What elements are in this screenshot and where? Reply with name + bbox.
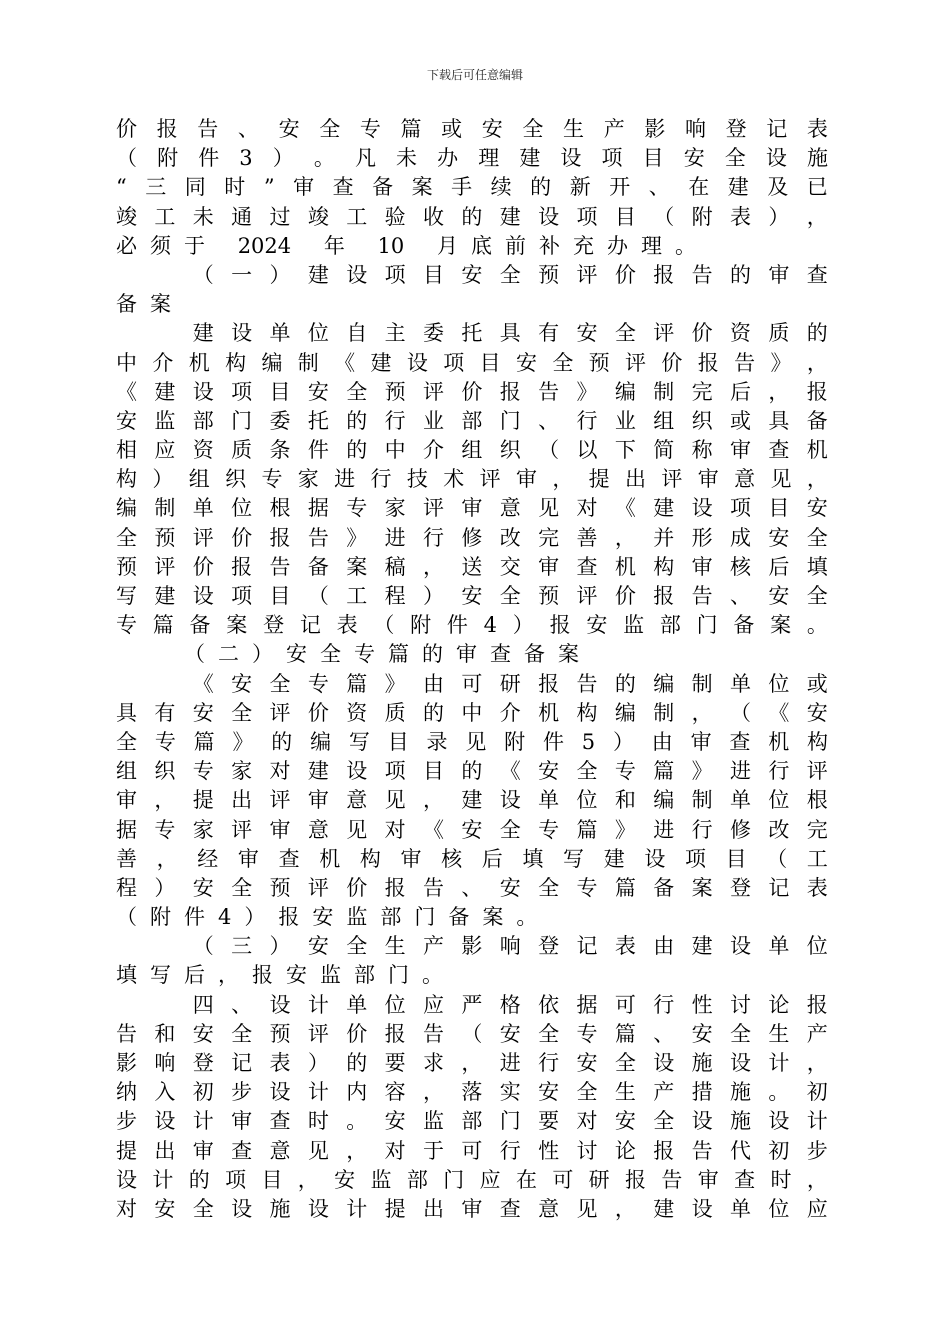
text-line: 写 建 设 项 目 （ 工 程 ） 安 全 预 评 价 报 告 、 安 全 bbox=[116, 584, 828, 608]
document-body bbox=[116, 115, 828, 1224]
text-line: 构 ） 组 织 专 家 进 行 技 术 评 审 ， 提 出 评 审 意 见 ， bbox=[116, 467, 828, 492]
text-line: （ 附 件 3 ） 。 凡 未 办 理 建 设 项 目 安 全 设 施 bbox=[116, 146, 828, 171]
text-line: 《 安 全 专 篇 》 由 可 研 报 告 的 编 制 单 位 或 bbox=[192, 671, 828, 696]
text-line: 步 设 计 审 查 时 。 安 监 部 门 要 对 安 全 设 施 设 计 bbox=[116, 1109, 828, 1134]
text-line: （ 一 ） 建 设 项 目 安 全 预 评 价 报 告 的 审 查 bbox=[192, 262, 828, 287]
text-line: 全 预 评 价 报 告 》 进 行 修 改 完 善 ， 并 形 成 安 全 bbox=[116, 525, 828, 550]
text-line: 全 专 篇 》 的 编 写 目 录 见 附 件 5 ） 由 审 查 机 构 bbox=[116, 729, 828, 754]
text-line: 竣 工 未 通 过 竣 工 验 收 的 建 设 项 目 （ 附 表 ） ， bbox=[116, 204, 828, 229]
text-line: 影 响 登 记 表 ） 的 要 求 ， 进 行 安 全 设 施 设 计 ， bbox=[116, 1051, 828, 1075]
text-line: （ 附 件 4 ） 报 安 监 部 门 备 案 。 bbox=[116, 905, 538, 930]
text-line: 价 报 告 、 安 全 专 篇 或 安 全 生 产 影 响 登 记 表 bbox=[116, 117, 828, 141]
text-line: 程 ） 安 全 预 评 价 报 告 、 安 全 专 篇 备 案 登 记 表 bbox=[116, 875, 828, 900]
text-line: 备 案 bbox=[116, 292, 171, 317]
text-line: 善 ， 经 审 查 机 构 审 核 后 填 写 建 设 项 目 （ 工 bbox=[116, 846, 828, 871]
text-line: 纳 入 初 步 设 计 内 容 ， 落 实 安 全 生 产 措 施 。 初 bbox=[116, 1080, 828, 1105]
text-line: 必 须 于 2024 年 10 月 底 前 补 充 办 理 。 bbox=[116, 233, 696, 258]
text-line: 据 专 家 评 审 意 见 对 《 安 全 专 篇 》 进 行 修 改 完 bbox=[116, 817, 828, 842]
text-line: 安 监 部 门 委 托 的 行 业 部 门 、 行 业 组 织 或 具 备 bbox=[116, 408, 828, 433]
text-line: 专 篇 备 案 登 记 表 （ 附 件 4 ） 报 安 监 部 门 备 案 。 bbox=[116, 613, 828, 638]
text-line: 中 介 机 构 编 制 《 建 设 项 目 安 全 预 评 价 报 告 》 ， bbox=[116, 350, 828, 375]
text-line: 相 应 资 质 条 件 的 中 介 组 织 （ 以 下 简 称 审 查 机 bbox=[116, 438, 828, 463]
text-line: 审 ， 提 出 评 审 意 见 ， 建 设 单 位 和 编 制 单 位 根 bbox=[116, 788, 828, 813]
text-line: 编 制 单 位 根 据 专 家 评 审 意 见 对 《 建 设 项 目 安 bbox=[116, 496, 828, 521]
text-line: 具 有 安 全 评 价 资 质 的 中 介 机 构 编 制 ， （ 《 安 bbox=[116, 700, 828, 725]
text-line: 四 、 设 计 单 位 应 严 格 依 据 可 行 性 讨 论 报 bbox=[192, 992, 828, 1017]
text-line: （ 三 ） 安 全 生 产 影 响 登 记 表 由 建 设 单 位 bbox=[192, 934, 828, 959]
text-line: 填 写 后 ， 报 安 监 部 门 。 bbox=[116, 963, 443, 988]
text-line: 组 织 专 家 对 建 设 项 目 的 《 安 全 专 篇 》 进 行 评 bbox=[116, 759, 828, 784]
text-line: 提 出 审 查 意 见 ， 对 于 可 行 性 讨 论 报 告 代 初 步 bbox=[116, 1138, 828, 1163]
text-line: 建 设 单 位 自 主 委 托 具 有 安 全 评 价 资 质 的 bbox=[192, 321, 828, 346]
page-header: 下载后可任意编辑 bbox=[426, 68, 523, 82]
text-line: 告 和 安 全 预 评 价 报 告 （ 安 全 专 篇 、 安 全 生 产 bbox=[116, 1021, 828, 1046]
text-line: 设 计 的 项 目 ， 安 监 部 门 应 在 可 研 报 告 审 查 时 ， bbox=[116, 1167, 828, 1192]
text-line: “ 三 同 时 ” 审 查 备 案 手 续 的 新 开 、 在 建 及 已 bbox=[116, 175, 828, 200]
text-line: 预 评 价 报 告 备 案 稿 ， 送 交 审 查 机 构 审 核 后 填 bbox=[116, 554, 828, 579]
text-line: 对 安 全 设 施 设 计 提 出 审 查 意 见 ， 建 设 单 位 应 bbox=[116, 1196, 828, 1221]
text-line: 《 建 设 项 目 安 全 预 评 价 报 告 》 编 制 完 后 ， 报 bbox=[116, 379, 828, 404]
text-line: （ 二 ） 安 全 专 篇 的 审 查 备 案 bbox=[184, 642, 579, 667]
